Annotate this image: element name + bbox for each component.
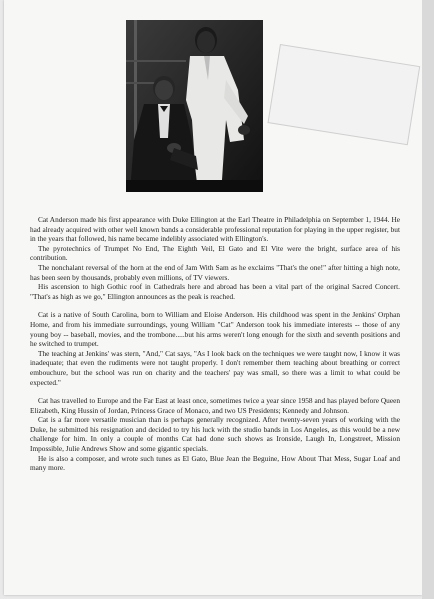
- paragraph: Cat is a far more versatile musician than is perhaps generally recognized. After twenty-seven years of working with the Duke, he submitted his resignation and decided to try his luck with the studio bands in Los Angeles, as this would be a new challenge for him. In only a couple of months Cat had done such shows as Ironside, Laugh In, Longstreet, Mission Impossible, Julie Andrews Show and some gigantic specials.: [30, 415, 400, 454]
- paragraph: He is also a composer, and wrote such tunes as El Gato, Blue Jean the Beguine, How About That Mess, Sugar Loaf and many more.: [30, 453, 400, 473]
- faded-label-mark: [267, 44, 420, 145]
- paragraph: The nonchalant reversal of the horn at the end of Jam With Sam as he exclaims "That's the one!" after hitting a high note, has been seen by thousands, probably even millions, of TV viewers.: [30, 262, 400, 282]
- paragraph: Cat Anderson made his first appearance with Duke Ellington at the Earl Theatre in Philadelphia on September 1, 1944. He had already acquired with other well known bands a considerable professional reputation for playing in the upper register, but in the years that followed, his name became indelibly associated with Ellington's.: [30, 215, 400, 244]
- photograph-of-two-musicians-icon: [126, 20, 263, 192]
- document-page: [4, 0, 422, 595]
- paragraph: His ascension to high Gothic roof in Cathedrals here and abroad has been a vital part of the original Sacred Concert. "That's as high as we go," Ellington announces as the peak is reached.: [30, 282, 400, 301]
- paragraph: Cat is a native of South Carolina, born to William and Eloise Anderson. His childhood was spent in the Jenkins' Orphan Home, and from his immediate surroundings, young William "Cat" Anderson took his immediate interests -- those of any young boy -- baseball, movies, and the trombone.....but his arms weren't long enough for the sixth and seventh positions and he switched to trumpet.: [30, 310, 400, 349]
- paragraph: Cat has travelled to Europe and the Far East at least once, sometimes twice a year since 1958 and has played before Queen Elizabeth, King Hussin of Jordan, Princess Grace of Monaco, and two US Presidents; Kennedy and Johnson.: [30, 396, 400, 415]
- paragraph: The teaching at Jenkins' was stern, "And," Cat says, "As I look back on the techniques we were taught now, I know it was inadequate; that even the rudiments were not taught properly. I don't remember them teaching about breathing or correct embouchure, but the school was run on charity and the teachers' pay was small, so there was a limit to what could be expected.": [30, 348, 400, 387]
- musicians-photo: [126, 20, 263, 192]
- page-edge-shadow: [422, 0, 434, 599]
- paragraph: The pyrotechnics of Trumpet No End, The Eighth Veil, El Gato and El Vite were the bright, surface area of his contribution.: [30, 243, 400, 263]
- biography-text: [30, 206, 400, 473]
